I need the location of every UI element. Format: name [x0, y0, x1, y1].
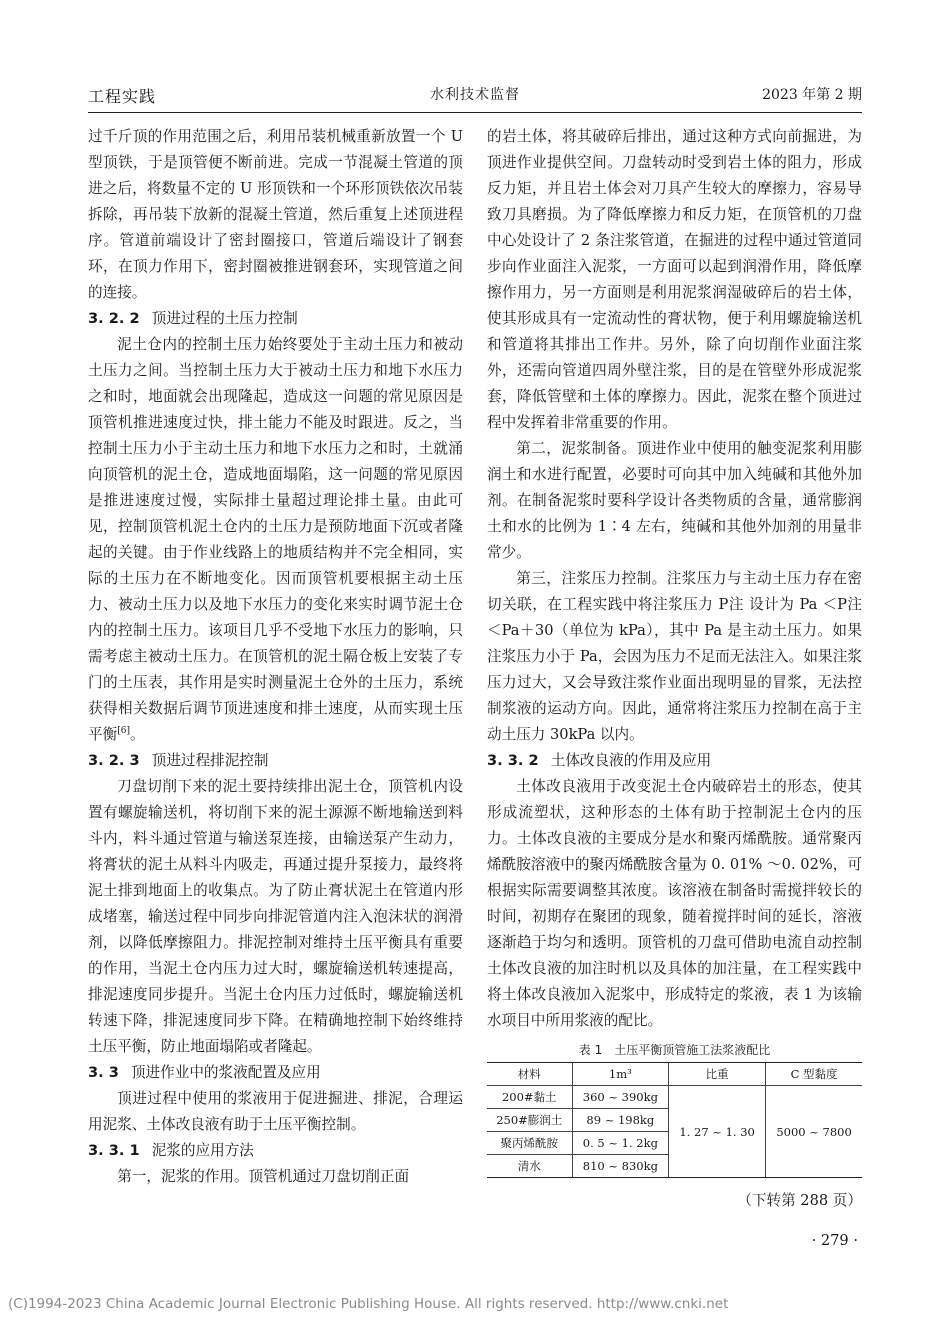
left-column: [88, 124, 463, 1190]
journal-name: 水利技术监督: [430, 87, 520, 103]
paragraph: 第三，注浆压力控制。注浆压力与主动土压力存在密切关联，在工程实践中将注浆压力 P注 设计为 Pa ＜P注＜Pa＋30（单位为 kPa），其中 Pa 是主动土压力。如果注浆压力小于 Pa，会因为压力不足而无法注入。如果注浆压力过大，又会导致注浆作业面出现明显的冒浆，无法控制浆液的运动方向。因此，通常将注浆压力控制在高于主动土压力 30kPa 以内。: [487, 570, 862, 743]
page-header: [88, 84, 862, 108]
table-cell: 聚丙烯酰胺: [487, 1132, 572, 1155]
paragraph: 土体改良液用于改变泥土仓内破碎岩土的形态，使其形成流塑状，这种形态的土体有助于控制泥土仓内的压力。土体改良液的主要成分是水和聚丙烯酰胺。通常聚丙烯酰胺溶液中的聚丙烯酰胺含量为 0. 01% ～0. 02%，可根据实际需要调整其浓度。该溶液在制备时需搅拌较长的时间，初期存在聚团的现象，随着搅拌时间的延长，溶液逐渐趋于均匀和透明。顶管机的刀盘可借助电流自动控制土体改良液的加注时机以及具体的加注量，在工程实践中将土体改良液加入泥浆中，形成特定的浆液，表 1 为该输水项目中所用浆液的配比。: [487, 778, 862, 1029]
paragraph: 的岩土体，将其破碎后排出，通过这种方式向前掘进，为顶进作业提供空间。刀盘转动时受到岩土体的阻力，形成反力矩，并且岩土体会对刀具产生较大的摩擦力，容易导致刀具磨损。为了降低摩擦力和反力矩，在顶管机的刀盘中心处设计了 2 条注浆管道，在掘进的过程中通过管道同步向作业面注入泥浆，一方面可以起到润滑作用，降低摩擦作用力，另一方面则是利用泥浆润湿破碎后的岩土体，使其形成具有一定流动性的膏状物，便于利用螺旋输送机和管道将其排出工作井。另外，除了向切削作业面注浆外，还需向管道四周外壁注浆，目的是在管壁外形成泥浆套，降低管壁和土体的摩擦力。因此，泥浆在整个顶进过程中发挥着非常重要的作用。: [487, 128, 862, 431]
table-row: [487, 1086, 862, 1109]
table-cell-viscosity: 5000 ~ 7800: [766, 1086, 862, 1178]
table-cell: 250#膨润土: [487, 1109, 572, 1132]
table-caption: 表 1 土压平衡顶管施工法浆液配比: [578, 1043, 771, 1057]
table-header-cell: 比重: [669, 1063, 766, 1086]
table-cell: 810 ~ 830kg: [572, 1155, 669, 1178]
section-label: 工程实践: [88, 87, 157, 106]
continued-note: （下转第 288 页）: [737, 1192, 862, 1209]
table-header-cell: 1m³: [572, 1063, 669, 1086]
issue-label: 2023 年第 2 期: [762, 87, 862, 103]
paragraph: 第二，泥浆制备。顶进作业中使用的触变泥浆利用膨润土和水进行配置，必要时可向其中加入纯碱和其他外加剂。在制备泥浆时要科学设计各类物质的含量，通常膨润土和水的比例为 1∶4 左右，纯碱和其他外加剂的用量非常少。: [487, 440, 862, 561]
paragraph: 泥土仓内的控制土压力始终要处于主动土压力和被动土压力之间。当控制土压力大于被动土压力和地下水压力之和时，地面就会出现隆起，造成这一问题的常见原因是顶管机推进速度过快，排土能力不能及时跟进。反之，当控制土压力小于主动土压力和地下水压力之和时，土就涌向顶管机的泥土仓，造成地面塌陷，这一问题的常见原因是推进速度过慢，实际排土量超过理论排土量。由此可见，控制顶管机泥土仓内的土压力是预防地面下沉或者隆起的关键。由于作业线路上的地质结构并不完全相同，实际的土压力在不断地变化。因而顶管机要根据主动土压力、被动土压力以及地下水压力的变化来实时调节泥土仓内的控制土压力。该项目几乎不受地下水压力的影响，只需考虑主被动土压力。在顶管机的泥土隔仓板上安装了专门的土压表，其作用是实时测量泥土仓外的土压力，系统获得相关数据后调节顶进速度和排土速度，从而实现土压平衡[6]。: [88, 336, 463, 743]
table-header-cell: 材料: [487, 1063, 572, 1086]
table-cell: 0. 5 ~ 1. 2kg: [572, 1132, 669, 1155]
paragraph: 过千斤顶的作用范围之后，利用吊装机械重新放置一个 U 型顶铁，于是顶管便不断前进。完成一节混凝土管道的顶进之后，将数量不定的 U 形顶铁和一个环形顶铁依次吊装拆除，再吊装下放新的混凝土管道，然后重复上述顶进程序。管道前端设计了密封圈接口，管道后端设计了钢套环，在顶力作用下，密封圈被推进钢套环，实现管道之间的连接。: [88, 128, 463, 301]
header-rule: [88, 112, 862, 113]
table-cell-ratio: 1. 27 ~ 1. 30: [669, 1086, 766, 1178]
right-column: [487, 124, 862, 1214]
table-header-cell: C 型黏度: [766, 1063, 862, 1086]
table-header-row: [487, 1063, 862, 1086]
section-heading-3-3: 3. 3 顶进作业中的浆液配置及应用: [88, 1064, 321, 1081]
paragraph: 刀盘切削下来的泥土要持续排出泥土仓，顶管机内设置有螺旋输送机，将切削下来的泥土源源不断地输送到料斗内，料斗通过管道与输送泵连接，由输送泵产生动力，将膏状的泥土从料斗内吸走，再通过提升泵接力，最终将泥土排到地面上的收集点。为了防止膏状泥土在管道内形成堵塞，输送过程中同步向排泥管道内注入泡沫状的润滑剂，以降低摩擦阻力。排泥控制对维持土压平衡具有重要的作用，当泥土仓内压力过大时，螺旋输送机转速提高，排泥速度同步提升。当泥土仓内压力过低时，螺旋输送机转速下降，排泥速度同步下降。在精确地控制下始终维持土压平衡，防止地面塌陷或者隆起。: [88, 778, 463, 1055]
paragraph: 第一，泥浆的作用。顶管机通过刀盘切削正面: [117, 1168, 410, 1185]
table-cell: 清水: [487, 1155, 572, 1178]
paragraph: 顶进过程中使用的浆液用于促进掘进、排泥，合理运用泥浆、土体改良液有助于土压平衡控制。: [88, 1090, 463, 1133]
copyright-footer: (C)1994-2023 China Academic Journal Electronic Publishing House. All rights reserved. http://www.cnki.net: [8, 1296, 729, 1312]
section-heading-3-3-1: 3. 3. 1 泥浆的应用方法: [88, 1142, 254, 1159]
page-number: · 279 ·: [811, 1232, 858, 1249]
mix-ratio-table: [487, 1062, 862, 1178]
table-cell: 360 ~ 390kg: [572, 1086, 669, 1109]
table-cell: 89 ~ 198kg: [572, 1109, 669, 1132]
section-heading-3-2-3: 3. 2. 3 顶进过程排泥控制: [88, 752, 269, 769]
section-heading-3-2-2: 3. 2. 2 顶进过程的土压力控制: [88, 310, 298, 327]
section-heading-3-3-2: 3. 3. 2 土体改良液的作用及应用: [487, 752, 712, 769]
table-cell: 200#黏土: [487, 1086, 572, 1109]
citation-ref: [6]: [117, 726, 130, 737]
